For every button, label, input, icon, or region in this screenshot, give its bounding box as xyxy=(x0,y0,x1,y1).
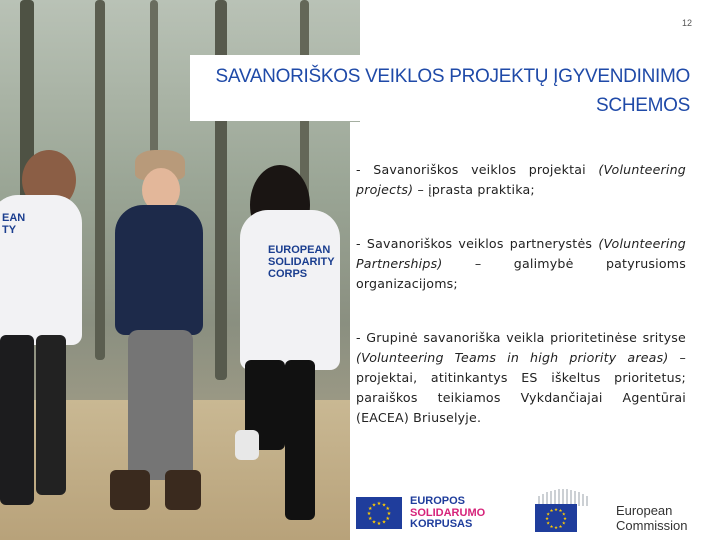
bullet-3-italic: (Volunteering Teams in high priority areas) xyxy=(356,350,669,365)
ec-logo-text xyxy=(616,503,688,533)
svg-text:★: ★ xyxy=(371,519,377,526)
svg-text:★: ★ xyxy=(386,511,392,517)
svg-text:★: ★ xyxy=(549,524,554,530)
slide-title xyxy=(190,62,690,120)
svg-text:★: ★ xyxy=(546,512,551,518)
bullet-2-italic: (Volunteering Partnerships) xyxy=(356,236,686,271)
svg-text:★: ★ xyxy=(385,516,390,522)
svg-text:★: ★ xyxy=(376,501,382,507)
svg-text:★: ★ xyxy=(546,521,551,527)
page-number: 12 xyxy=(681,18,692,28)
bullet-1-italic: (Volunteering projects) xyxy=(356,162,686,197)
ec-logo-line-1: European xyxy=(616,503,673,518)
ec-logo-line-2: Commission xyxy=(616,518,688,533)
svg-text:★: ★ xyxy=(561,521,566,527)
bullet-volunteering-teams xyxy=(356,328,686,428)
esc-logo-line-3: KORPUSAS xyxy=(410,518,473,530)
slide-title-line-1: SAVANORIŠKOS VEIKLOS PROJEKTŲ ĮGYVENDINIMO xyxy=(215,66,690,87)
eu-flag-icon xyxy=(356,497,402,529)
bullet-3-text: - Grupinė savanoriška veikla prioritetinėse srityse xyxy=(356,330,686,345)
svg-text:★: ★ xyxy=(562,517,568,522)
svg-text:★: ★ xyxy=(381,519,387,526)
footer-logos xyxy=(350,482,720,540)
svg-text:★: ★ xyxy=(553,526,559,531)
bullet-1-rest: – įprasta praktika; xyxy=(413,182,535,197)
svg-text:★: ★ xyxy=(371,502,377,509)
esc-logo-text xyxy=(410,496,485,531)
svg-text:★: ★ xyxy=(558,509,563,515)
svg-text:★: ★ xyxy=(553,508,559,513)
svg-text:★: ★ xyxy=(381,502,387,509)
svg-text:★: ★ xyxy=(561,512,566,518)
svg-text:★: ★ xyxy=(376,521,382,527)
svg-text:★: ★ xyxy=(366,511,372,517)
slide-title-line-2: SCHEMOS xyxy=(596,95,690,116)
shirt-logo-text-right: EUROPEAN SOLIDARITY CORPS xyxy=(268,244,335,280)
bullet-volunteering-projects xyxy=(356,160,686,200)
shirt-logo-text-left: EAN TY xyxy=(2,212,26,236)
svg-text:★: ★ xyxy=(368,516,373,522)
ec-flag-icon xyxy=(535,504,577,532)
svg-text:★: ★ xyxy=(549,509,554,515)
bullet-3-rest: – projektai, atitinkantys ES iškeltus prioritetus; paraiškos teikiamos Vykdančiajai Agentūrai (EACEA) Briuselyje. xyxy=(356,350,686,425)
bullet-volunteering-partnerships xyxy=(356,234,686,294)
esc-logo-line-1: EUROPOS xyxy=(410,495,466,507)
bullet-2-rest: – galimybė patyrusioms organizacijoms; xyxy=(356,256,686,291)
svg-text:★: ★ xyxy=(385,506,390,512)
bullet-2-text: - Savanoriškos veiklos partnerystės xyxy=(356,236,599,251)
bullet-1-text: - Savanoriškos veiklos projektai xyxy=(356,162,599,177)
esc-logo-line-2: SOLIDARUMO xyxy=(410,506,486,519)
svg-text:★: ★ xyxy=(544,517,550,522)
svg-text:★: ★ xyxy=(368,506,373,512)
svg-text:★: ★ xyxy=(558,524,563,530)
